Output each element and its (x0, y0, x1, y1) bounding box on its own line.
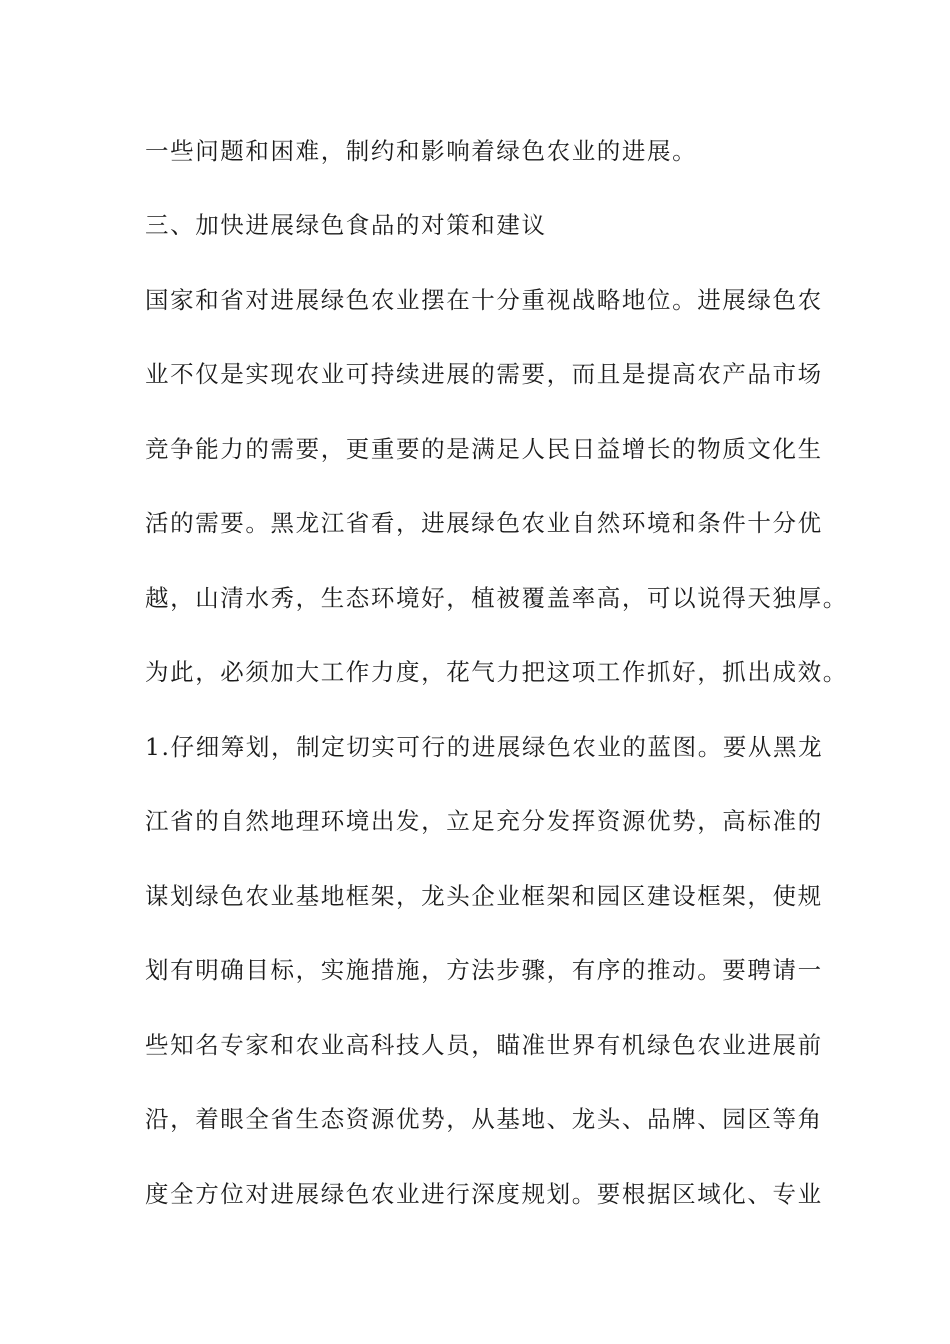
text-line: 业不仅是实现农业可持续进展的需要，而且是提高农产品市场 (145, 360, 823, 388)
text-line: 些知名专家和农业高科技人员，瞄准世界有机绿色农业进展前 (145, 1031, 823, 1059)
text-line: 国家和省对进展绿色农业摆在十分重视战略地位。进展绿色农 (145, 286, 823, 314)
text-line: 为此，必须加大工作力度，花气力把这项工作抓好，抓出成效。 (145, 658, 848, 686)
text-line: 活的需要。黑龙江省看，进展绿色农业自然环境和条件十分优 (145, 509, 823, 537)
section-heading: 三、加快进展绿色食品的对策和建议 (145, 211, 547, 239)
text-line: 江省的自然地理环境出发，立足充分发挥资源优势，高标准的 (145, 807, 823, 835)
text-line: 越，山清水秀，生态环境好，植被覆盖率高，可以说得天独厚。 (145, 584, 848, 612)
text-line: 谋划绿色农业基地框架，龙头企业框架和园区建设框架，使规 (145, 882, 823, 910)
text-line: 沿，着眼全省生态资源优势，从基地、龙头、品牌、园区等角 (145, 1105, 823, 1133)
text-line: 一些问题和困难，制约和影响着绿色农业的进展。 (145, 137, 698, 165)
text-line: 1.仔细筹划，制定切实可行的进展绿色农业的蓝图。要从黑龙 (145, 733, 824, 761)
text-line: 划有明确目标，实施措施，方法步骤，有序的推动。要聘请一 (145, 956, 823, 984)
text-line: 竞争能力的需要，更重要的是满足人民日益增长的物质文化生 (145, 435, 823, 463)
text-line: 度全方位对进展绿色农业进行深度规划。要根据区域化、专业 (145, 1180, 823, 1208)
